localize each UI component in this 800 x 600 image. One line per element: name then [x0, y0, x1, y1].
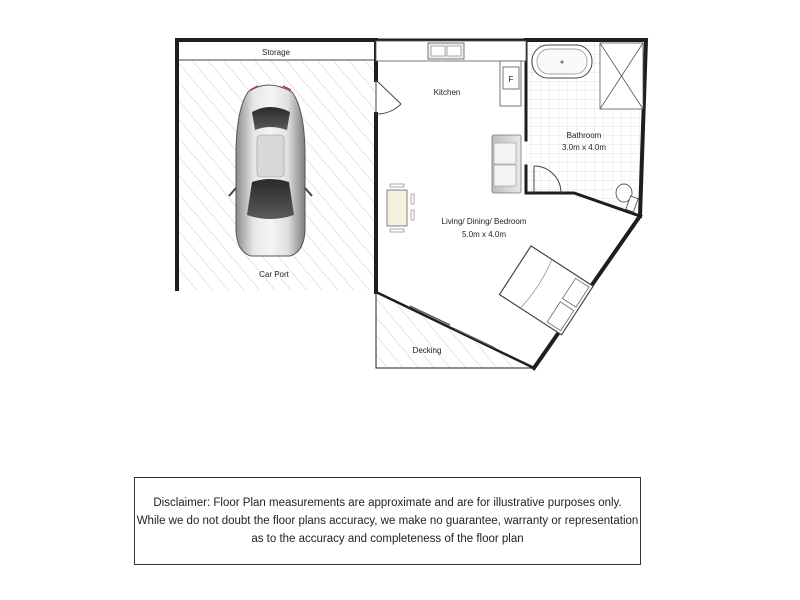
disclaimer-line-1: Disclaimer: Floor Plan measurements are approximate and are for illustrative purposes only. — [153, 497, 622, 509]
dining-table — [387, 184, 414, 232]
bathroom-size-label: 3.0m x 4.0m — [561, 143, 607, 152]
sofa — [492, 135, 521, 193]
bed — [499, 246, 593, 335]
disclaimer-line-2: While we do not doubt the floor plans accuracy, we make no guarantee, warranty or representation — [136, 515, 639, 527]
carport-label: Car Port — [259, 270, 289, 279]
storage-label: Storage — [261, 48, 291, 57]
fridge — [503, 67, 519, 89]
living-size-label: 5.0m x 4.0m — [461, 230, 507, 239]
fridge-label: F — [508, 75, 514, 84]
car-icon — [229, 85, 312, 256]
shower — [600, 43, 643, 109]
bathtub — [532, 45, 592, 78]
bathroom-label: Bathroom — [566, 131, 602, 140]
disclaimer-line-3: as to the accuracy and completeness of the floor plan — [251, 533, 524, 545]
kitchen-door — [376, 80, 401, 114]
decking-label: Decking — [412, 346, 442, 355]
disclaimer-box — [134, 477, 641, 565]
kitchen-label: Kitchen — [433, 88, 461, 97]
living-label: Living/ Dining/ Bedroom — [441, 217, 527, 226]
